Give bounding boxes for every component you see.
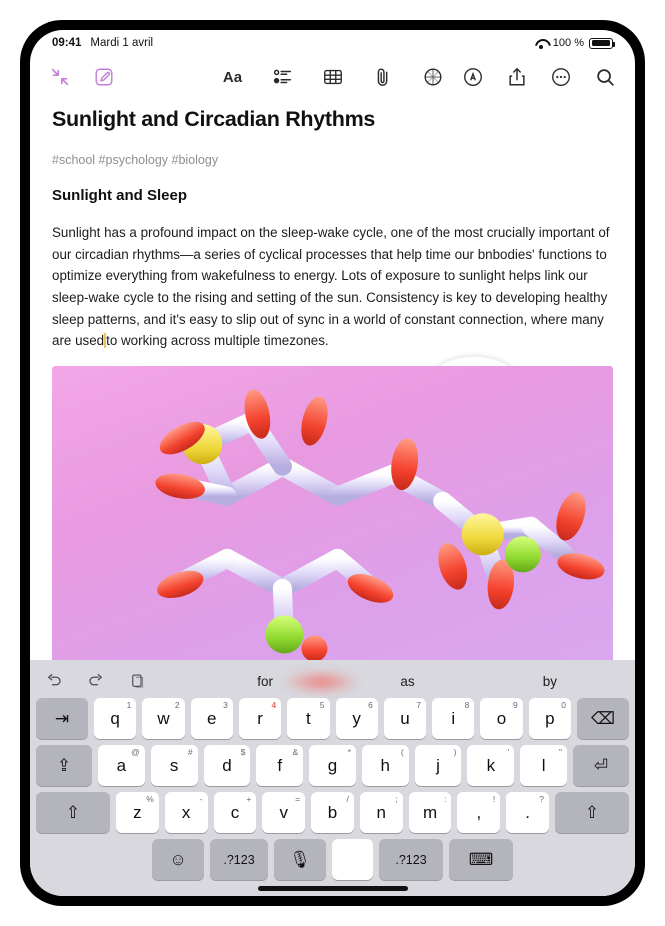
note-body-text-before-caret: Sunlight has a profound impact on the sleep-wake cycle, one of the most crucially important of our circadian rhythms—a series of cyclical processes that help time our bnbodies' functions to optimize everything from wakefulness to energy. Lots of exposure to sunlight helps link our sleep-wake cycle to the rising and setting of the sun. Consistency is key to developing healthy sleep patterns, and it's easy to slip out of sync in a world of constant connection, where many are used (52, 224, 610, 349)
toolbar-center-group (221, 65, 445, 89)
more-options-icon[interactable] (549, 65, 573, 89)
a-key-label: a (116, 755, 127, 775)
status-date: Mardi 1 avril (90, 37, 154, 49)
numbers-key-right-label: .?123 (395, 852, 427, 867)
return-key-label: ⏎ (593, 755, 609, 775)
emoji-key-label: ☺ (169, 849, 187, 869)
c-key-alt: + (246, 794, 252, 804)
space-key[interactable] (332, 839, 373, 880)
toolbar-left-group (48, 65, 116, 89)
t-key-alt: 5 (319, 700, 325, 710)
p-key-alt: 0 (561, 700, 566, 710)
prediction-1[interactable]: for (257, 673, 274, 689)
molecule-svg (52, 366, 613, 666)
keyboard-row-2 (36, 745, 629, 786)
attachment-icon[interactable] (371, 65, 395, 89)
x-key-label: x (181, 802, 191, 822)
p-key-label: p (545, 708, 555, 728)
comma-key[interactable] (457, 792, 500, 833)
text-format-icon[interactable] (221, 65, 245, 89)
w-key[interactable] (142, 698, 184, 739)
o-key[interactable] (480, 698, 522, 739)
s-key[interactable] (151, 745, 198, 786)
collapse-icon[interactable] (48, 65, 72, 89)
n-key[interactable] (360, 792, 403, 833)
delete-key-label: ⌫ (590, 708, 615, 728)
d-key[interactable] (204, 745, 251, 786)
q-key[interactable] (94, 698, 136, 739)
checklist-icon[interactable] (271, 65, 295, 89)
y-key-alt: 6 (368, 700, 373, 710)
l-key-label: l (541, 755, 546, 775)
a-key[interactable] (98, 745, 145, 786)
paste-icon[interactable] (128, 671, 148, 691)
onscreen-keyboard[interactable] (30, 660, 635, 896)
r-key-alt: 4 (271, 700, 277, 710)
search-icon[interactable] (593, 65, 617, 89)
share-icon[interactable] (505, 65, 529, 89)
e-key-alt: 3 (223, 700, 228, 710)
period-key[interactable] (506, 792, 549, 833)
wifi-icon (534, 38, 548, 49)
q-key-alt: 1 (126, 700, 132, 710)
emoji-key[interactable] (152, 839, 204, 880)
p-key[interactable] (529, 698, 571, 739)
d-key-alt: $ (240, 747, 246, 757)
j-key[interactable] (415, 745, 462, 786)
m-key-label: m (422, 802, 438, 822)
predictive-words (194, 674, 621, 689)
keyboard-row-4 (36, 839, 629, 880)
shift-right-key-label: ⇧ (584, 802, 600, 822)
n-key-label: n (376, 802, 387, 822)
return-key[interactable] (573, 745, 629, 786)
l-key[interactable] (520, 745, 567, 786)
shift-left-key-label: ⇧ (65, 802, 81, 822)
note-toolbar (30, 56, 635, 98)
a-key-alt: @ (131, 747, 140, 757)
prediction-3[interactable]: by (542, 673, 557, 689)
w-key-label: w (157, 708, 170, 728)
predictive-icon-group (44, 671, 194, 691)
compose-icon[interactable] (92, 65, 116, 89)
u-key-alt: 7 (416, 700, 422, 710)
d-key-label: d (222, 755, 232, 775)
comma-key-label: , (476, 802, 482, 822)
t-key-label: t (305, 708, 311, 728)
redo-icon[interactable] (86, 671, 106, 691)
home-indicator[interactable] (258, 886, 408, 891)
tab-key-label: ⇥ (54, 708, 70, 728)
capslock-key-label: ⇪ (56, 755, 72, 775)
s-key-label: s (169, 755, 179, 775)
v-key[interactable] (262, 792, 305, 833)
dictation-key-label: 🎙 (289, 849, 311, 869)
u-key[interactable] (384, 698, 426, 739)
t-key[interactable] (287, 698, 329, 739)
intelligence-icon[interactable] (461, 65, 485, 89)
markup-icon[interactable] (421, 65, 445, 89)
f-key-alt: & (292, 747, 299, 757)
screen (30, 30, 635, 896)
b-key-label: b (327, 802, 338, 822)
c-key[interactable] (214, 792, 257, 833)
tab-key[interactable] (36, 698, 88, 739)
x-key[interactable] (165, 792, 208, 833)
n-key-alt: ; (395, 794, 398, 804)
status-right-cluster (534, 37, 613, 49)
delete-key[interactable] (577, 698, 629, 739)
h-key-label: h (380, 755, 391, 775)
g-key[interactable] (309, 745, 356, 786)
s-key-alt: # (187, 747, 193, 757)
note-content[interactable] (30, 98, 635, 666)
k-key-label: k (486, 755, 496, 775)
period-key-label: . (525, 802, 530, 822)
m-key[interactable] (409, 792, 452, 833)
r-key[interactable] (239, 698, 281, 739)
o-key-alt: 9 (512, 700, 518, 710)
y-key[interactable] (336, 698, 378, 739)
g-key-label: g (327, 755, 338, 775)
j-key-alt: ) (453, 747, 457, 757)
h-key[interactable] (362, 745, 409, 786)
hide-keyboard-key-label: ⌨ (468, 849, 494, 869)
keyboard-row-3 (36, 792, 629, 833)
v-key-label: v (279, 802, 288, 822)
i-key-label: i (451, 708, 456, 728)
e-key[interactable] (191, 698, 233, 739)
hide-keyboard-key[interactable] (449, 839, 513, 880)
note-tags[interactable]: #school #psychology #biology (52, 152, 219, 167)
f-key[interactable] (256, 745, 303, 786)
predictive-bar (36, 664, 629, 698)
numbers-key-right[interactable] (379, 839, 443, 880)
shift-right-key[interactable] (555, 792, 629, 833)
o-key-label: o (496, 708, 507, 728)
shift-left-key[interactable] (36, 792, 110, 833)
battery-icon (589, 38, 613, 49)
m-key-alt: : (444, 794, 447, 804)
w-key-alt: 2 (174, 700, 180, 710)
y-key-label: y (352, 708, 361, 728)
capslock-key[interactable] (36, 745, 92, 786)
u-key-label: u (400, 708, 410, 728)
numbers-key-left[interactable] (210, 839, 268, 880)
x-key-alt: - (199, 794, 203, 804)
numbers-key-left-label: .?123 (223, 852, 255, 867)
dictation-key[interactable] (274, 839, 326, 880)
c-key-label: c (230, 802, 240, 822)
j-key-label: j (436, 755, 440, 775)
i-key-alt: 8 (464, 700, 470, 710)
keyboard-row-1 (36, 698, 629, 739)
e-key-label: e (207, 708, 217, 728)
k-key-alt: ' (507, 747, 510, 757)
text-format-label: Aa (222, 68, 243, 86)
z-key[interactable] (116, 792, 159, 833)
page-title: Sunlight and Circadian Rhythms (52, 107, 376, 131)
l-key-alt: " (558, 747, 563, 757)
status-bar (30, 30, 635, 56)
toolbar-right-group (461, 65, 617, 89)
table-icon[interactable] (321, 65, 345, 89)
battery-percent-label: 100 % (552, 37, 584, 49)
g-key-alt: * (347, 747, 351, 757)
z-key-alt: % (146, 794, 154, 804)
comma-key-alt: ! (492, 794, 496, 804)
b-key-alt: / (346, 794, 349, 804)
b-key[interactable] (311, 792, 354, 833)
k-key[interactable] (467, 745, 514, 786)
molecule-illustration[interactable] (52, 366, 613, 666)
ipad-device-frame (20, 20, 645, 906)
status-time: 09:41 (52, 37, 82, 49)
note-body-paragraph[interactable] (52, 222, 613, 352)
z-key-label: z (133, 802, 142, 822)
h-key-alt: ( (400, 747, 404, 757)
f-key-label: f (277, 755, 283, 775)
v-key-alt: = (295, 794, 301, 804)
period-key-alt: ? (539, 794, 545, 804)
note-body-text-after-caret: to working across multiple timezones. (106, 333, 329, 349)
i-key[interactable] (432, 698, 474, 739)
r-key-label: r (257, 708, 263, 728)
q-key-label: q (110, 708, 120, 728)
prediction-2[interactable]: as (400, 673, 415, 689)
note-section-heading: Sunlight and Sleep (52, 186, 188, 204)
undo-icon[interactable] (44, 671, 64, 691)
